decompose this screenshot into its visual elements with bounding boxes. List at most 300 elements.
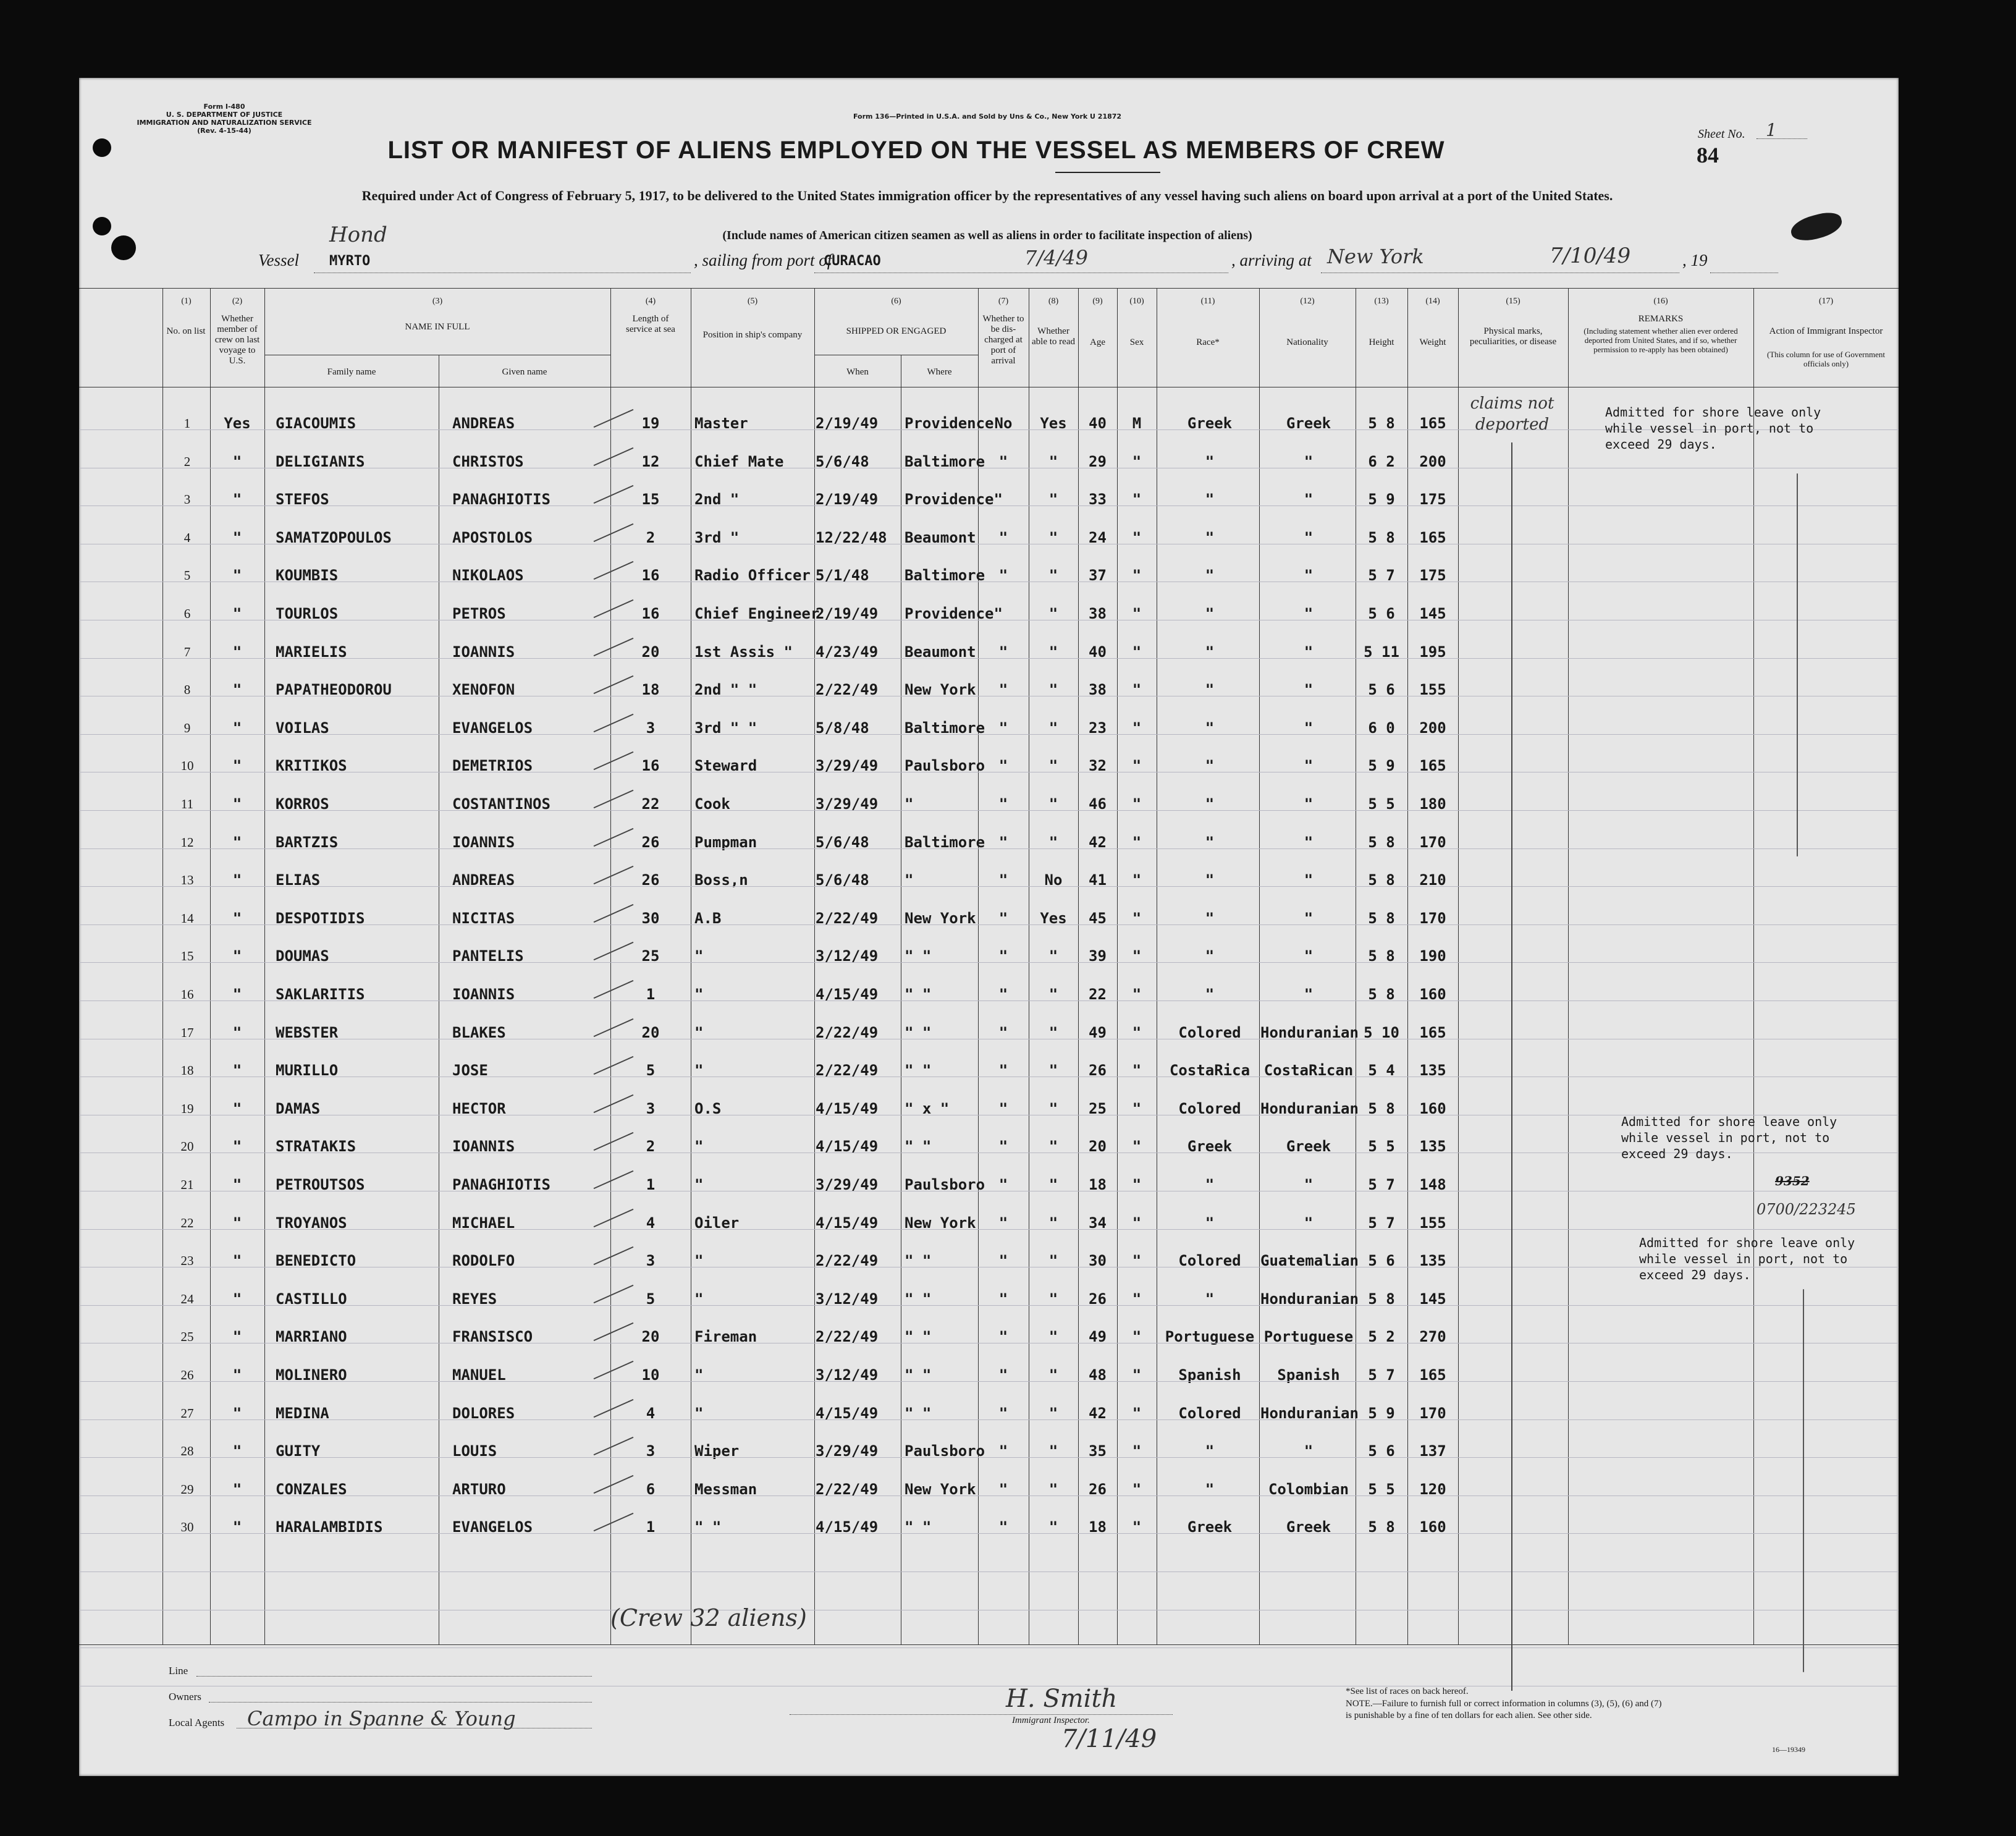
crew-position: " bbox=[694, 1404, 704, 1422]
crew-age: 49 bbox=[1089, 1023, 1107, 1041]
remark-code-struck: 9352 bbox=[1775, 1174, 1810, 1188]
crew-height: 6 2 bbox=[1368, 452, 1395, 470]
col-header-remarks: REMARKS bbox=[1638, 314, 1684, 324]
crew-family: PETROUTSOS bbox=[276, 1176, 365, 1193]
crew-no: 8 bbox=[183, 682, 191, 698]
crew-given: XENOFON bbox=[452, 681, 515, 699]
crew-sex: " bbox=[1132, 1252, 1142, 1270]
crew-discharge: " bbox=[998, 1062, 1008, 1080]
crew-sex: " bbox=[1132, 1138, 1142, 1156]
crew-when: 2/19/49 bbox=[816, 491, 879, 509]
crew-given: DEMETRIOS bbox=[452, 757, 533, 775]
crew-family: KOUMBIS bbox=[276, 567, 339, 585]
crew-no: 14 bbox=[180, 910, 194, 926]
crew-discharge: " bbox=[998, 1518, 1008, 1536]
crew-nationality: " bbox=[1304, 757, 1314, 775]
col-header-action-sub: (This column for use of Government officials only) bbox=[1767, 350, 1885, 368]
crew-when: 3/29/49 bbox=[816, 1176, 879, 1193]
crew-row bbox=[79, 1290, 1899, 1327]
crew-prev: " bbox=[232, 757, 242, 775]
crew-service: 16 bbox=[641, 605, 660, 622]
crew-given: NICITAS bbox=[452, 909, 515, 927]
crew-prev: " bbox=[232, 909, 242, 927]
col-header-race: Race* bbox=[1196, 337, 1220, 347]
crew-family: STEFOS bbox=[276, 491, 329, 509]
crew-nationality: " bbox=[1304, 491, 1314, 509]
crew-nationality: " bbox=[1304, 1176, 1314, 1193]
crew-no: 16 bbox=[180, 987, 194, 1002]
crew-sex: " bbox=[1132, 452, 1142, 470]
crew-discharge: " bbox=[998, 757, 1008, 775]
crew-weight: 170 bbox=[1419, 1404, 1446, 1422]
crew-height: 5 7 bbox=[1368, 567, 1395, 585]
crew-no: 24 bbox=[180, 1291, 194, 1306]
crew-age: 25 bbox=[1089, 1099, 1107, 1117]
crew-prev: " bbox=[232, 986, 242, 1003]
crew-given: IOANNIS bbox=[452, 643, 515, 661]
crew-age: 40 bbox=[1089, 643, 1107, 661]
crew-sex: " bbox=[1132, 1518, 1142, 1536]
crew-position: 2nd " bbox=[694, 491, 740, 509]
crew-row bbox=[79, 947, 1899, 984]
crew-race: " bbox=[1205, 605, 1215, 622]
crew-discharge: " bbox=[998, 452, 1008, 470]
service: IMMIGRATION AND NATURALIZATION SERVICE bbox=[137, 119, 312, 127]
punch-hole bbox=[93, 138, 111, 157]
arriving-label: , arriving at bbox=[1231, 251, 1312, 269]
crew-family: MARRIANO bbox=[276, 1328, 347, 1346]
crew-family: DOUMAS bbox=[276, 947, 329, 965]
crew-race: Colored bbox=[1178, 1404, 1241, 1422]
crew-row bbox=[79, 566, 1899, 603]
crew-discharge: " bbox=[998, 1176, 1008, 1193]
crew-when: 2/19/49 bbox=[816, 415, 879, 432]
col-header-action: Action of Immigrant Inspector bbox=[1769, 326, 1883, 336]
col-header-height: Height bbox=[1369, 337, 1394, 347]
crew-given: IOANNIS bbox=[452, 833, 515, 851]
crew-when: 2/22/49 bbox=[816, 1062, 879, 1080]
crew-no: 19 bbox=[180, 1101, 194, 1116]
legal-requirement: Required under Act of Congress of February 5, 1917, to be delivered to the United States immigration officer by the representatives of any vessel having such aliens on board upon arrival at a port of the United States. bbox=[361, 188, 1613, 203]
crew-prev: " bbox=[232, 833, 242, 851]
crew-given: MANUEL bbox=[452, 1366, 506, 1384]
crew-age: 42 bbox=[1089, 1404, 1107, 1422]
crew-when: 2/19/49 bbox=[816, 605, 879, 622]
crew-no: 5 bbox=[183, 568, 191, 583]
crew-discharge: " bbox=[998, 1099, 1008, 1117]
crew-height: 5 8 bbox=[1368, 415, 1395, 432]
crew-race: " bbox=[1205, 757, 1215, 775]
crew-service: 15 bbox=[641, 491, 660, 509]
crew-age: 26 bbox=[1089, 1062, 1107, 1080]
crew-discharge: " bbox=[998, 719, 1008, 737]
crew-family: SAMATZOPOULOS bbox=[276, 528, 392, 546]
crew-position: Radio Officer bbox=[694, 567, 811, 585]
crew-family: GUITY bbox=[276, 1442, 321, 1460]
crew-nationality: " bbox=[1304, 947, 1314, 965]
crew-row bbox=[79, 1404, 1899, 1441]
inspector-label: Immigrant Inspector. bbox=[1012, 1715, 1090, 1725]
crew-nationality: CostaRican bbox=[1263, 1062, 1354, 1080]
crew-no: 30 bbox=[180, 1520, 194, 1535]
crew-weight: 155 bbox=[1419, 681, 1446, 699]
crew-race: Colored bbox=[1178, 1099, 1241, 1117]
crew-when: 5/6/48 bbox=[816, 452, 869, 470]
crew-weight: 160 bbox=[1419, 1518, 1446, 1536]
inspector-date: 7/11/49 bbox=[1061, 1725, 1157, 1753]
crew-position: 2nd " " bbox=[694, 681, 757, 699]
crew-prev: " bbox=[232, 452, 242, 470]
crew-discharge: " bbox=[998, 1252, 1008, 1270]
crew-nationality: " bbox=[1304, 605, 1314, 622]
col-num: (11) bbox=[1200, 297, 1215, 306]
crew-weight: 190 bbox=[1419, 947, 1446, 965]
crew-discharge: " bbox=[998, 1480, 1008, 1498]
crew-given: MICHAEL bbox=[452, 1214, 515, 1232]
crew-nationality: " bbox=[1304, 795, 1314, 813]
crew-prev: " bbox=[232, 871, 242, 889]
crew-discharge: " bbox=[998, 681, 1008, 699]
crew-prev: " bbox=[232, 1290, 242, 1308]
crew-no: 7 bbox=[183, 644, 191, 659]
crew-row bbox=[79, 1366, 1899, 1403]
crew-no: 15 bbox=[180, 949, 194, 964]
crew-where: Baltimore bbox=[905, 452, 985, 470]
crew-height: 5 8 bbox=[1368, 909, 1395, 927]
crew-age: 45 bbox=[1089, 909, 1107, 927]
crew-where: " " bbox=[905, 1366, 932, 1384]
crew-weight: 165 bbox=[1419, 757, 1446, 775]
crew-prev: " bbox=[232, 1442, 242, 1460]
crew-prev: " bbox=[232, 1214, 242, 1232]
crew-where: Providence bbox=[905, 415, 994, 432]
crew-row bbox=[79, 756, 1899, 793]
year-suffix: , 19 bbox=[1682, 251, 1708, 269]
crew-discharge: No bbox=[994, 415, 1013, 432]
crew-count-note: (Crew 32 aliens) bbox=[610, 1604, 807, 1631]
crew-family: SAKLARITIS bbox=[276, 986, 365, 1003]
crew-prev: " bbox=[232, 1138, 242, 1156]
form-code: 16—19349 bbox=[1772, 1745, 1805, 1754]
crew-nationality: Honduranian bbox=[1260, 1023, 1359, 1041]
crew-weight: 175 bbox=[1419, 491, 1446, 509]
crew-race: Colored bbox=[1178, 1252, 1241, 1270]
crew-height: 5 7 bbox=[1368, 1176, 1395, 1193]
crew-given: EVANGELOS bbox=[452, 719, 533, 737]
col-header-family-name: Family name bbox=[327, 367, 376, 377]
crew-service: 6 bbox=[646, 1480, 656, 1498]
col-header-list-no: No. on list bbox=[166, 326, 206, 336]
crew-age: 22 bbox=[1089, 986, 1107, 1003]
col-num: (2) bbox=[232, 297, 243, 306]
crew-service: 16 bbox=[641, 757, 660, 775]
crew-sex: " bbox=[1132, 1290, 1142, 1308]
remark-code: 0700/223245 bbox=[1757, 1201, 1856, 1218]
crew-family: TOURLOS bbox=[276, 605, 339, 622]
crew-race: " bbox=[1205, 833, 1215, 851]
ruled-line bbox=[79, 886, 1899, 887]
crew-read: " bbox=[1048, 1328, 1058, 1346]
crew-sex: " bbox=[1132, 1023, 1142, 1041]
crew-row bbox=[79, 1214, 1899, 1251]
crew-service: 4 bbox=[646, 1404, 656, 1422]
ruled-line bbox=[79, 924, 1899, 925]
crew-no: 25 bbox=[180, 1329, 194, 1345]
crew-race: " bbox=[1205, 947, 1215, 965]
crew-row bbox=[79, 643, 1899, 680]
punch-hole bbox=[111, 235, 136, 260]
crew-family: MOLINERO bbox=[276, 1366, 347, 1384]
crew-family: TROYANOS bbox=[276, 1214, 347, 1232]
sheet-number: 1 bbox=[1766, 120, 1777, 140]
arriving-port: New York bbox=[1327, 245, 1424, 268]
crew-sex: " bbox=[1132, 681, 1142, 699]
printer-line: Form 136—Printed in U.S.A. and Sold by Uns & Co., New York U 21872 bbox=[853, 112, 1122, 121]
owners-label: Owners bbox=[169, 1691, 201, 1703]
form-id-block bbox=[129, 103, 320, 135]
crew-sex: " bbox=[1132, 1176, 1142, 1193]
crew-weight: 165 bbox=[1419, 528, 1446, 546]
crew-age: 35 bbox=[1089, 1442, 1107, 1460]
crew-service: 16 bbox=[641, 567, 660, 585]
line-field bbox=[196, 1676, 592, 1677]
ink-smudge bbox=[1789, 209, 1845, 244]
crew-row bbox=[79, 528, 1899, 565]
crew-when: 3/29/49 bbox=[816, 1442, 879, 1460]
crew-family: BENEDICTO bbox=[276, 1252, 356, 1270]
crew-weight: 155 bbox=[1419, 1214, 1446, 1232]
crew-discharge: " bbox=[998, 947, 1008, 965]
revision: (Rev. 4-15-44) bbox=[197, 127, 251, 135]
crew-where: " " bbox=[905, 1252, 932, 1270]
crew-nationality: " bbox=[1304, 986, 1314, 1003]
crew-where: " x " bbox=[905, 1099, 950, 1117]
crew-sex: " bbox=[1132, 605, 1142, 622]
crew-position: Steward bbox=[694, 757, 757, 775]
crew-prev: " bbox=[232, 643, 242, 661]
crew-family: PAPATHEODOROU bbox=[276, 681, 392, 699]
crew-height: 5 8 bbox=[1368, 986, 1395, 1003]
col-header-read: Whether able to read bbox=[1032, 326, 1075, 347]
crew-discharge: " bbox=[998, 643, 1008, 661]
crew-read: " bbox=[1048, 1138, 1058, 1156]
crew-weight: 148 bbox=[1419, 1176, 1446, 1193]
crew-given: NIKOLAOS bbox=[452, 567, 524, 585]
crew-row bbox=[79, 1175, 1899, 1212]
crew-age: 30 bbox=[1089, 1252, 1107, 1270]
crew-no: 23 bbox=[180, 1253, 194, 1269]
crew-discharge: " bbox=[998, 1328, 1008, 1346]
crew-no: 6 bbox=[183, 606, 191, 621]
manifest-page bbox=[79, 78, 1899, 1776]
crew-age: 49 bbox=[1089, 1328, 1107, 1346]
crew-where: " " bbox=[905, 1290, 932, 1308]
crew-where: Beaumont bbox=[905, 643, 976, 661]
ruled-line bbox=[79, 1457, 1899, 1458]
crew-service: 26 bbox=[641, 833, 660, 851]
vessel-flag: Hond bbox=[329, 222, 387, 247]
crew-read: " bbox=[1048, 1176, 1058, 1193]
crew-age: 26 bbox=[1089, 1290, 1107, 1308]
crew-height: 6 0 bbox=[1368, 719, 1395, 737]
crew-prev: " bbox=[232, 491, 242, 509]
crew-height: 5 8 bbox=[1368, 1099, 1395, 1117]
col-header-age: Age bbox=[1090, 337, 1105, 347]
crew-weight: 195 bbox=[1419, 643, 1446, 661]
crew-read: " bbox=[1048, 1062, 1058, 1080]
sheet-number-line bbox=[1757, 138, 1807, 139]
crew-when: 4/15/49 bbox=[816, 1138, 879, 1156]
crew-sex: " bbox=[1132, 1366, 1142, 1384]
crew-row bbox=[79, 1480, 1899, 1517]
crew-given: APOSTOLOS bbox=[452, 528, 533, 546]
crew-service: 30 bbox=[641, 909, 660, 927]
crew-race: " bbox=[1205, 986, 1215, 1003]
crew-where: " " bbox=[905, 1062, 932, 1080]
crew-age: 39 bbox=[1089, 947, 1107, 965]
crew-where: Paulsboro bbox=[905, 757, 985, 775]
crew-sex: " bbox=[1132, 1442, 1142, 1460]
crew-nationality: " bbox=[1304, 1214, 1314, 1232]
crew-position: Pumpman bbox=[694, 833, 757, 851]
crew-row bbox=[79, 795, 1899, 832]
crew-family: BARTZIS bbox=[276, 833, 339, 851]
crew-when: 3/12/49 bbox=[816, 1290, 879, 1308]
crew-no: 2 bbox=[183, 454, 191, 469]
crew-given: JOSE bbox=[452, 1062, 488, 1080]
crew-read: " bbox=[1048, 1404, 1058, 1422]
crew-read: " bbox=[1048, 643, 1058, 661]
crew-discharge: " bbox=[998, 1214, 1008, 1232]
crew-where: New York bbox=[905, 1480, 976, 1498]
crew-height: 5 5 bbox=[1368, 1480, 1395, 1498]
crew-no: 21 bbox=[180, 1177, 194, 1192]
crew-height: 5 4 bbox=[1368, 1062, 1395, 1080]
crew-read: " bbox=[1048, 567, 1058, 585]
crew-height: 5 8 bbox=[1368, 1518, 1395, 1536]
ruled-line bbox=[79, 810, 1899, 811]
crew-where: " " bbox=[905, 1023, 932, 1041]
crew-nationality: " bbox=[1304, 871, 1314, 889]
crew-sex: " bbox=[1132, 1328, 1142, 1346]
vessel-label: Vessel bbox=[258, 251, 299, 269]
signature-line bbox=[790, 1714, 1173, 1715]
col-header-where: Where bbox=[927, 367, 952, 377]
crew-prev: " bbox=[232, 1328, 242, 1346]
crew-given: PANAGHIOTIS bbox=[452, 491, 550, 509]
crew-family: CONZALES bbox=[276, 1480, 347, 1498]
crew-height: 5 6 bbox=[1368, 681, 1395, 699]
crew-service: 3 bbox=[646, 1252, 656, 1270]
crew-row bbox=[79, 833, 1899, 870]
crew-age: 38 bbox=[1089, 681, 1107, 699]
col-header-remarks-sub: (Including statement whether alien ever ordered deported from United States, and if so, whether permission to re-apply has been obtained) bbox=[1584, 326, 1738, 354]
crew-age: 37 bbox=[1089, 567, 1107, 585]
crew-prev: " bbox=[232, 719, 242, 737]
crew-when: 4/15/49 bbox=[816, 1518, 879, 1536]
owners-field bbox=[209, 1702, 592, 1703]
crew-when: 3/29/49 bbox=[816, 757, 879, 775]
crew-when: 3/12/49 bbox=[816, 1366, 879, 1384]
crew-sex: " bbox=[1132, 643, 1142, 661]
crew-where: " " bbox=[905, 1518, 932, 1536]
crew-family: MURILLO bbox=[276, 1062, 339, 1080]
crew-height: 5 8 bbox=[1368, 947, 1395, 965]
crew-weight: 210 bbox=[1419, 871, 1446, 889]
crew-age: 24 bbox=[1089, 528, 1107, 546]
crew-given: ANDREAS bbox=[452, 415, 515, 432]
col-header-nationality: Nationality bbox=[1286, 337, 1328, 347]
crew-given: ARTURO bbox=[452, 1480, 506, 1498]
crew-family: DESPOTIDIS bbox=[276, 909, 365, 927]
crew-position: O.S bbox=[694, 1099, 722, 1117]
crew-where: " " bbox=[905, 947, 932, 965]
crew-where: New York bbox=[905, 681, 976, 699]
crew-weight: 165 bbox=[1419, 1366, 1446, 1384]
crew-where: Paulsboro bbox=[905, 1176, 985, 1193]
crew-read: Yes bbox=[1040, 909, 1067, 927]
crew-prev: " bbox=[232, 1062, 242, 1080]
crew-prev: " bbox=[232, 795, 242, 813]
crew-height: 5 10 bbox=[1364, 1023, 1399, 1041]
crew-family: DELIGIANIS bbox=[276, 452, 365, 470]
crew-row bbox=[79, 1061, 1899, 1098]
crew-when: 5/6/48 bbox=[816, 871, 869, 889]
sailing-date: 7/4/49 bbox=[1024, 246, 1088, 269]
crew-no: 29 bbox=[180, 1481, 194, 1497]
crew-weight: 160 bbox=[1419, 986, 1446, 1003]
crew-discharge: " bbox=[998, 1404, 1008, 1422]
crew-discharge: " bbox=[998, 1366, 1008, 1384]
col-num: (14) bbox=[1425, 297, 1440, 306]
remark-shore-leave-3: Admitted for shore leave only while vessel in port, not to exceed 29 days. bbox=[1639, 1235, 1855, 1282]
crew-nationality: " bbox=[1304, 719, 1314, 737]
crew-sex: " bbox=[1132, 909, 1142, 927]
crew-where: " " bbox=[905, 1404, 932, 1422]
agents-label: Local Agents bbox=[169, 1717, 225, 1728]
crew-service: 20 bbox=[641, 643, 660, 661]
crew-service: 25 bbox=[641, 947, 660, 965]
crew-age: 23 bbox=[1089, 719, 1107, 737]
crew-read: " bbox=[1048, 1290, 1058, 1308]
crew-position: " " bbox=[694, 1518, 722, 1536]
crew-height: 5 9 bbox=[1368, 757, 1395, 775]
crew-weight: 135 bbox=[1419, 1062, 1446, 1080]
crew-nationality: Portuguese bbox=[1263, 1328, 1354, 1346]
crew-race: " bbox=[1205, 567, 1215, 585]
crew-given: IOANNIS bbox=[452, 1138, 515, 1156]
crew-given: IOANNIS bbox=[452, 986, 515, 1003]
crew-position: Fireman bbox=[694, 1328, 757, 1346]
crew-age: 42 bbox=[1089, 833, 1107, 851]
crew-race: " bbox=[1205, 871, 1215, 889]
crew-height: 5 8 bbox=[1368, 871, 1395, 889]
races-note: *See list of races on back hereof. bbox=[1346, 1686, 1469, 1696]
crew-where: Baltimore bbox=[905, 567, 985, 585]
crew-nationality: " bbox=[1304, 528, 1314, 546]
crew-age: 33 bbox=[1089, 491, 1107, 509]
col-header-sex: Sex bbox=[1129, 337, 1144, 347]
crew-service: 5 bbox=[646, 1290, 656, 1308]
crew-position: Master bbox=[694, 415, 748, 432]
crew-position: Cook bbox=[694, 795, 730, 813]
crew-nationality: " bbox=[1304, 909, 1314, 927]
crew-weight: 270 bbox=[1419, 1328, 1446, 1346]
crew-read: No bbox=[1044, 871, 1063, 889]
crew-given: PANAGHIOTIS bbox=[452, 1176, 550, 1193]
crew-read: " bbox=[1048, 1023, 1058, 1041]
crew-given: ANDREAS bbox=[452, 871, 515, 889]
